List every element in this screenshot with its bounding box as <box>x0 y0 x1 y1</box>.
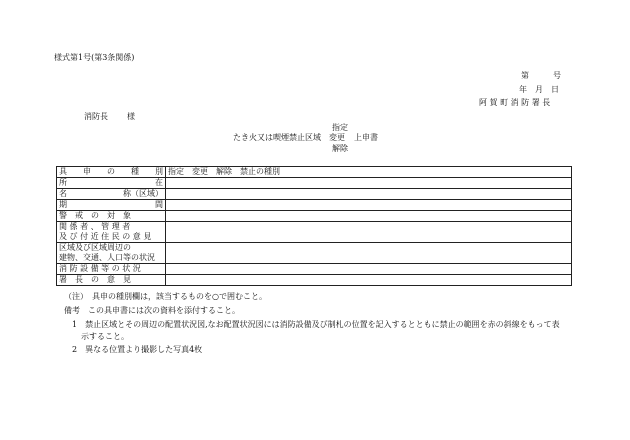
filing-type-cell[interactable]: 指定 変更 解除 禁止の種別 <box>166 167 572 178</box>
row-label: 関 係 者 、 管 理 者 及 び 付 近 住 民 の 意 見 <box>57 222 166 243</box>
document-number-label: 第 号 <box>521 71 561 80</box>
row-label: 警 戒 の 対 象 <box>57 211 166 222</box>
row-label: 具 申 の 種 別 <box>57 167 166 178</box>
row-label: 区域及び区域周辺の 建物、交通、人口等の状況 <box>57 243 166 264</box>
honorific: 様 <box>127 112 135 121</box>
row-label: 名 称（区域） <box>57 189 166 200</box>
remarks-text: 備考 この具申書には次の資料を添付すること。 <box>64 306 240 315</box>
fire-chief-label: 消防長 <box>84 112 108 121</box>
period-cell[interactable] <box>166 200 572 211</box>
document-title: たき火又は喫煙禁止区域 <box>233 133 321 142</box>
report-table <box>56 166 572 286</box>
note-text: （注） 具申の種別欄は，該当するものを○で囲むこと。 <box>64 292 267 301</box>
table-row <box>57 200 572 211</box>
table-row <box>57 211 572 222</box>
remarks-item: 1 禁止区域とその周辺の配置状況図,なお配置状況図には消防設備及び制札の位置を記入するとともに禁止の範囲を赤の斜線をもって表 <box>72 320 560 329</box>
option-cancel: 解除 <box>332 144 348 153</box>
remarks-item-continued: 示すること。 <box>81 332 129 341</box>
document-title-suffix: 上申書 <box>354 133 378 142</box>
option-designate: 指定 <box>332 123 348 132</box>
option-change: 変更 <box>329 133 345 142</box>
table-row <box>57 222 572 243</box>
row-label: 署 長 の 意 見 <box>57 275 166 286</box>
row-label: 所 在 <box>57 178 166 189</box>
area-status-cell[interactable] <box>166 243 572 264</box>
row-label: 期 間 <box>57 200 166 211</box>
table-row <box>57 243 572 264</box>
table-row <box>57 264 572 275</box>
opinions-cell[interactable] <box>166 222 572 243</box>
table-row <box>57 167 572 178</box>
watch-target-cell[interactable] <box>166 211 572 222</box>
name-area-cell[interactable] <box>166 189 572 200</box>
row-label: 消 防 設 備 等 の 状 況 <box>57 264 166 275</box>
table-row <box>57 178 572 189</box>
chief-opinion-cell[interactable] <box>166 275 572 286</box>
addressee: 阿 賀 町 消 防 署 長 <box>479 98 551 107</box>
date-label: 年 月 日 <box>519 85 559 94</box>
location-cell[interactable] <box>166 178 572 189</box>
table-row <box>57 275 572 286</box>
remarks-item: 2 異なる位置より撮影した写真4枚 <box>72 345 203 354</box>
form-number: 様式第1号(第3条関係) <box>54 53 135 62</box>
equipment-status-cell[interactable] <box>166 264 572 275</box>
table-row <box>57 189 572 200</box>
